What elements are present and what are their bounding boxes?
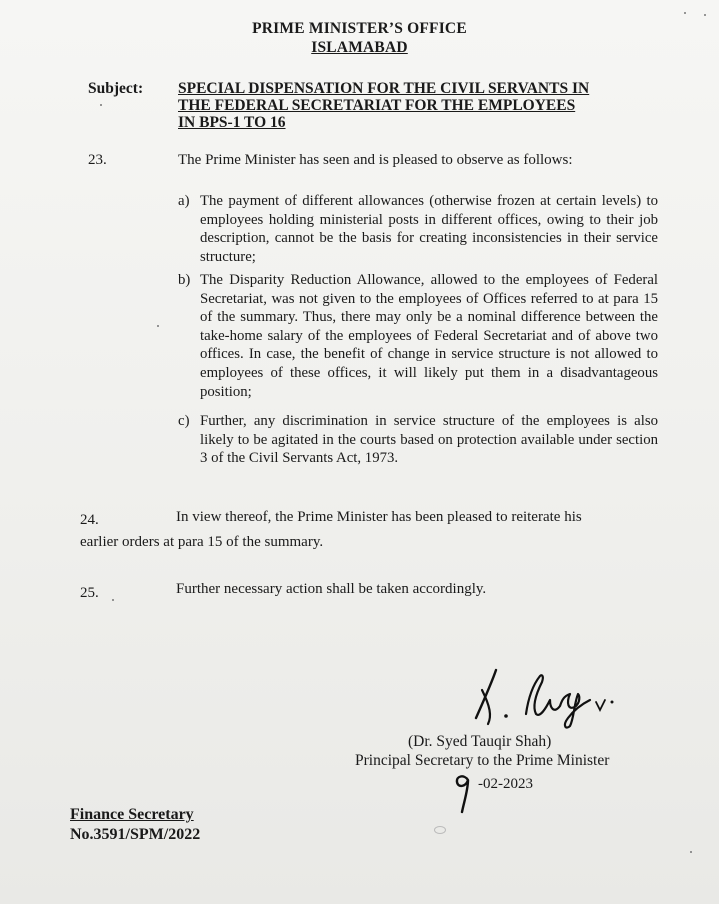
signature-date: -02-2023 [478,776,533,792]
list-item-text: The payment of different allowances (otherwise frozen at certain levels) to employees holding ministerial posts in different offices, owing to their job description, cannot be the basis for creating inconsistencies in their service structure; [200,193,658,265]
list-marker: b) [178,272,191,288]
scan-speck [434,826,446,834]
para-24-line-2: earlier orders at para 15 of the summary. [80,534,324,550]
scan-speck [704,14,706,16]
list-item-text: Further, any discrimination in service structure of the employees is also likely to be agitated in the courts based on protection available under section 3 of the Civil Servants Act, 1973. [200,413,658,467]
scan-speck [112,599,114,601]
subject-line: SPECIAL DISPENSATION FOR THE CIVIL SERVANTS IN [178,80,590,97]
signatory-title: Principal Secretary to the Prime Minister [355,752,610,769]
reference-number: No.3591/SPM/2022 [70,826,201,843]
subject-text [178,80,648,131]
scan-speck [690,851,692,853]
para-25-text: Further necessary action shall be taken accordingly. [176,581,487,597]
office-city: ISLAMABAD [311,39,408,56]
handwritten-date-day [452,770,476,814]
signatory-name: (Dr. Syed Tauqir Shah) [408,733,552,750]
scan-speck [100,104,102,106]
list-item-text: The Disparity Reduction Allowance, allowed to the employees of Federal Secretariat, was not given to the employees of Offices referred to at para 15 of the summary. Thus, there may only be a nominal difference between the take-home salary of the employees of Federal Secretariat and of above two offices. In case, the benefit of change in service structure is not allowed to employees of these offices, it will likely put them in a disadvantageous position; [200,272,658,400]
scan-speck [684,12,686,14]
list-item [178,271,658,401]
list-item [178,192,658,266]
para-24-line-1: In view thereof, the Prime Minister has been pleased to reiterate his [176,509,582,525]
para-25-number: 25. [80,585,99,601]
para-24-number: 24. [80,512,99,528]
para-23-number: 23. [88,152,107,168]
addressee-title: Finance Secretary [70,806,194,823]
para-23-intro: The Prime Minister has seen and is pleased to observe as follows: [178,152,573,168]
subject-label: Subject: [88,80,144,97]
list-item [178,412,658,468]
subject-line: IN BPS-1 TO 16 [178,114,286,131]
handwritten-signature [462,660,642,732]
scan-speck [157,325,159,327]
list-marker: c) [178,413,190,429]
office-heading: PRIME MINISTER’S OFFICE [252,20,467,37]
subject-line: THE FEDERAL SECRETARIAT FOR THE EMPLOYEES [178,97,576,114]
list-marker: a) [178,193,190,209]
